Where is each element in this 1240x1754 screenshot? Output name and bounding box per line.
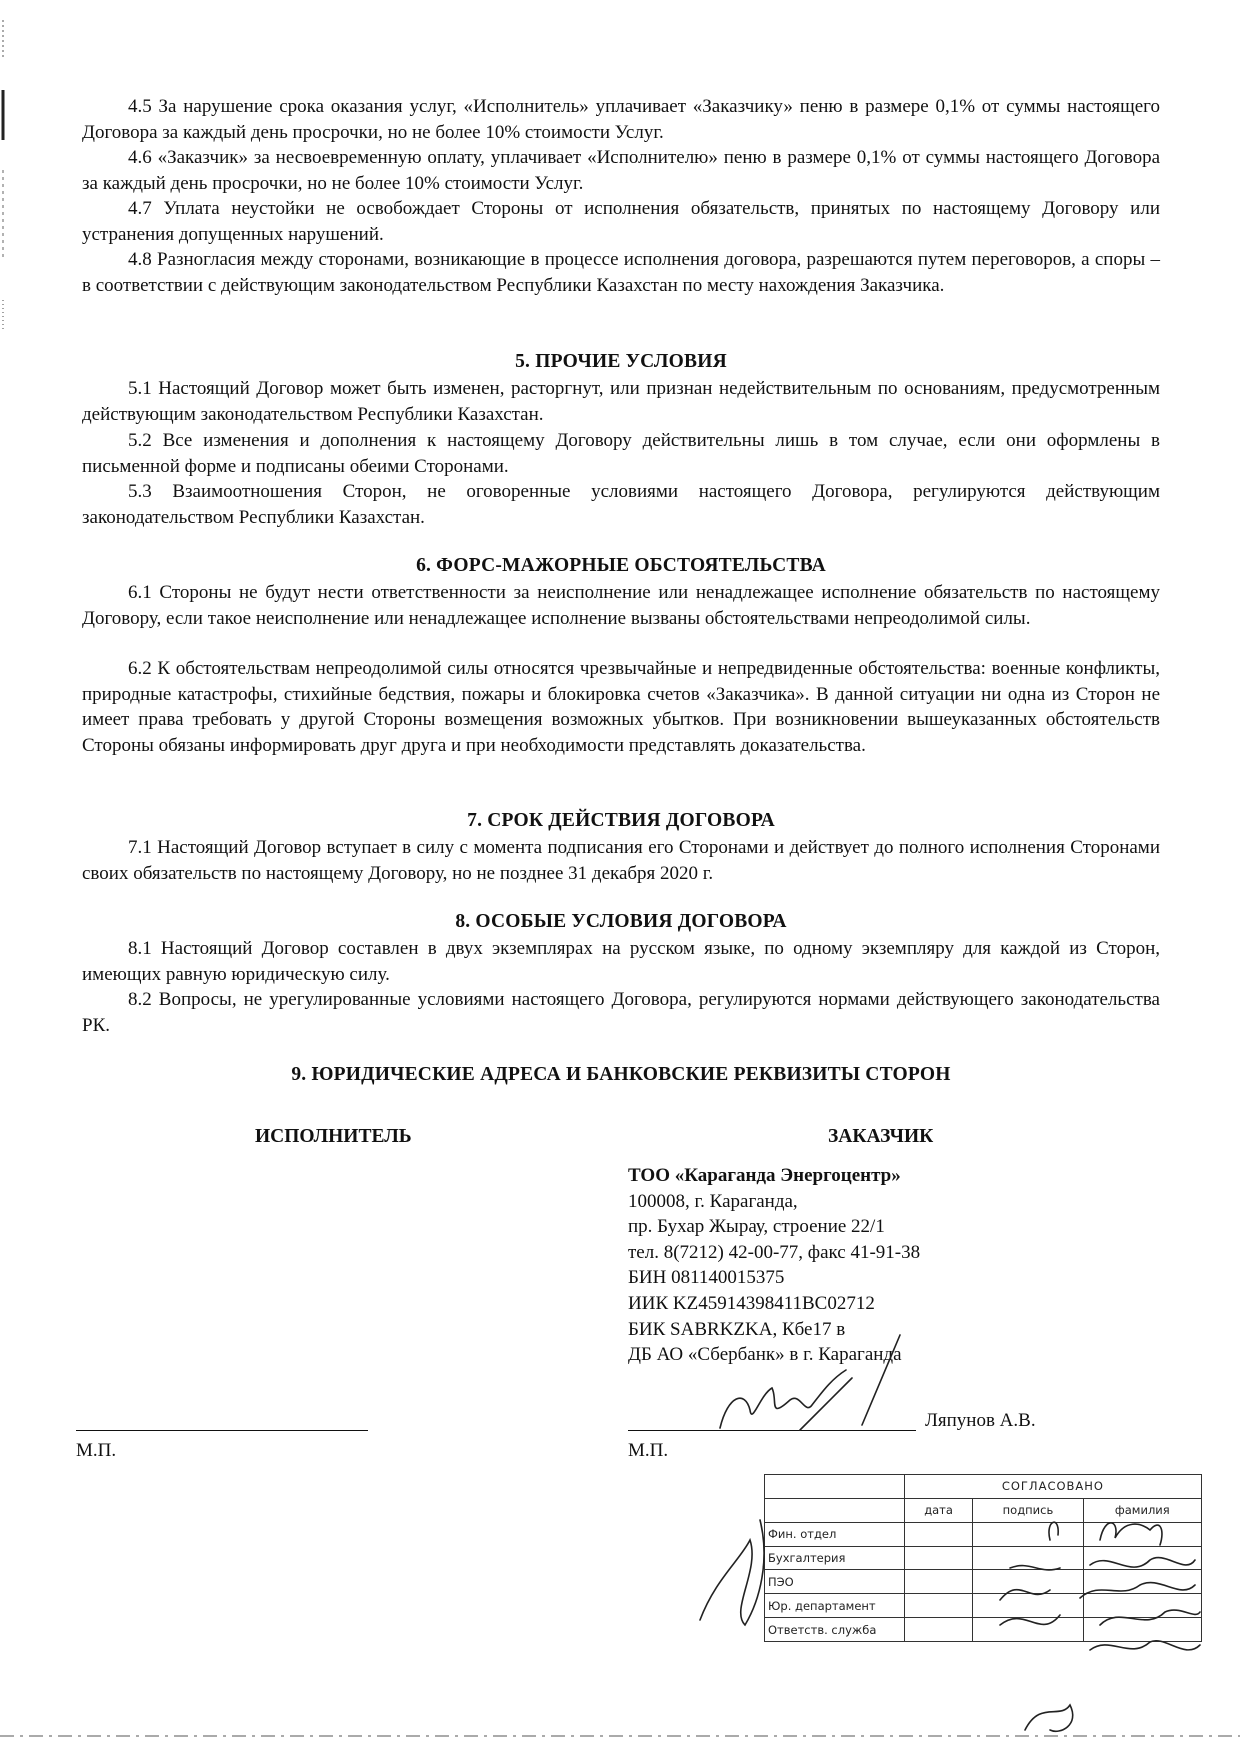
approval-row-label: Бухгалтерия — [765, 1546, 905, 1570]
approval-row-label: Фин. отдел — [765, 1522, 905, 1546]
customer-requisites — [628, 1163, 920, 1368]
approval-stamp — [764, 1474, 1202, 1642]
scan-bottom-edge — [0, 1734, 1240, 1738]
clause-5-1: 5.1 Настоящий Договор может быть изменен, расторгнут, или признан недействительным по основаниям, предусмотренным действующим законодательством Республики Казахстан. — [82, 378, 1160, 425]
clause-5-3: 5.3 Взаимоотношения Сторон, не оговоренные условиями настоящего Договора, регулируются действующим законодательством Республики Казахстан. — [82, 481, 1160, 528]
clause-4-5: 4.5 За нарушение срока оказания услуг, «Исполнитель» уплачивает «Заказчику» пеню в размере 0,1% от суммы настоящего Договора за каждый день просрочки, но не более 10% стоимости Услуг. — [82, 96, 1160, 143]
approval-col-sign: подпись — [973, 1498, 1083, 1522]
approval-row-label: ПЭО — [765, 1570, 905, 1594]
clause-6-2: 6.2 К обстоятельствам непреодолимой силы относятся чрезвычайные и непредвиденные обстоятельства: военные конфликты, природные катастрофы, стихийные бедствия, пожары и блокировка счетов «Заказчика». В данной ситуации ни одна из Сторон не имеет права требовать у другой Стороны возмещения возможных убытков. При возникновении вышеуказанных обстоятельств Стороны обязаны информировать друг друга и при необходимости представлять доказательства. — [82, 658, 1160, 756]
clause-8-1: 8.1 Настоящий Договор составлен в двух экземплярах на русском языке, по одному экземпляру для каждой из Сторон, имеющих равную юридическую силу. — [82, 938, 1160, 985]
stamp-signature-resp — [1090, 1641, 1200, 1650]
customer-seal-place: М.П. — [628, 1440, 669, 1461]
stamp-signature-bottom — [1025, 1705, 1073, 1731]
clause-4-6: 4.6 «Заказчик» за несвоевременную оплату, уплачивает «Исполнителю» пеню в размере 0,1% от суммы настоящего Договора за каждый день просрочки, но не более 10% стоимости Услуг. — [82, 147, 1160, 194]
clause-4-8: 4.8 Разногласия между сторонами, возникающие в процессе исполнения договора, разрешаются путем переговоров, а споры – в соответствии с действующим законодательством Республики Казахстан по месту нахождения Заказчика. — [82, 249, 1160, 296]
clause-8-2: 8.2 Вопросы, не урегулированные условиями настоящего Договора, регулируются нормами действующего законодательства РК. — [82, 989, 1160, 1036]
customer-address-street: пр. Бухар Жырау, строение 22/1 — [628, 1216, 885, 1238]
section-8-heading: 8. ОСОБЫЕ УСЛОВИЯ ДОГОВОРА — [455, 911, 787, 932]
customer-iik: ИИК KZ45914398411BC02712 — [628, 1292, 875, 1314]
customer-label: ЗАКАЗЧИК — [828, 1126, 934, 1147]
approval-row-label: Ответств. служба — [765, 1618, 905, 1642]
customer-bin: БИН 081140015375 — [628, 1267, 785, 1289]
section-6-heading: 6. ФОРС-МАЖОРНЫЕ ОБСТОЯТЕЛЬСТВА — [416, 555, 826, 576]
customer-signature-mark — [720, 1370, 852, 1430]
customer-phone: тел. 8(7212) 42-00-77, факс 41-91-38 — [628, 1241, 921, 1263]
scan-edge-artifact — [0, 0, 8, 420]
executor-label: ИСПОЛНИТЕЛЬ — [255, 1126, 412, 1147]
section-7-heading: 7. СРОК ДЕЙСТВИЯ ДОГОВОРА — [467, 810, 775, 831]
customer-signer-name: Ляпунов А.В. — [925, 1410, 1036, 1431]
customer-address-city: 100008, г. Караганда, — [628, 1190, 798, 1212]
stamp-side-scribble — [700, 1520, 764, 1625]
approval-row-label: Юр. департамент — [765, 1594, 905, 1618]
approval-title: СОГЛАСОВАНО — [904, 1475, 1201, 1499]
customer-bank: ДБ АО «Сбербанк» в г. Караганда — [628, 1344, 902, 1366]
approval-col-date: дата — [904, 1498, 972, 1522]
approval-col-name: фамилия — [1083, 1498, 1201, 1522]
section-5-heading: 5. ПРОЧИЕ УСЛОВИЯ — [515, 351, 727, 372]
executor-seal-place: М.П. — [76, 1440, 117, 1461]
clause-4-7: 4.7 Уплата неустойки не освобождает Стороны от исполнения обязательств, принятых по настоящему Договору или устранения допущенных нарушений. — [82, 198, 1160, 245]
customer-signature-line — [628, 1430, 916, 1431]
clause-6-1: 6.1 Стороны не будут нести ответственности за неисполнение или ненадлежащее исполнение обязательств по настоящему Договору, если такое неисполнение или ненадлежащее исполнение вызваны обстоятельствами непреодолимой силы. — [82, 582, 1160, 629]
clause-5-2: 5.2 Все изменения и дополнения к настоящему Договору действительны лишь в том случае, если они оформлены в письменной форме и подписаны обеими Сторонами. — [82, 430, 1160, 477]
executor-signature-line — [76, 1430, 368, 1431]
customer-bik: БИК SABRKZKA, Кбе17 в — [628, 1318, 846, 1340]
clause-7-1: 7.1 Настоящий Договор вступает в силу с момента подписания его Сторонами и действует до полного исполнения Сторонами своих обязательств по настоящему Договору, но не позднее 31 декабря 2020 г. — [82, 837, 1160, 884]
section-9-heading: 9. ЮРИДИЧЕСКИЕ АДРЕСА И БАНКОВСКИЕ РЕКВИЗИТЫ СТОРОН — [291, 1064, 951, 1085]
customer-name: ТОО «Караганда Энергоцентр» — [628, 1165, 901, 1186]
